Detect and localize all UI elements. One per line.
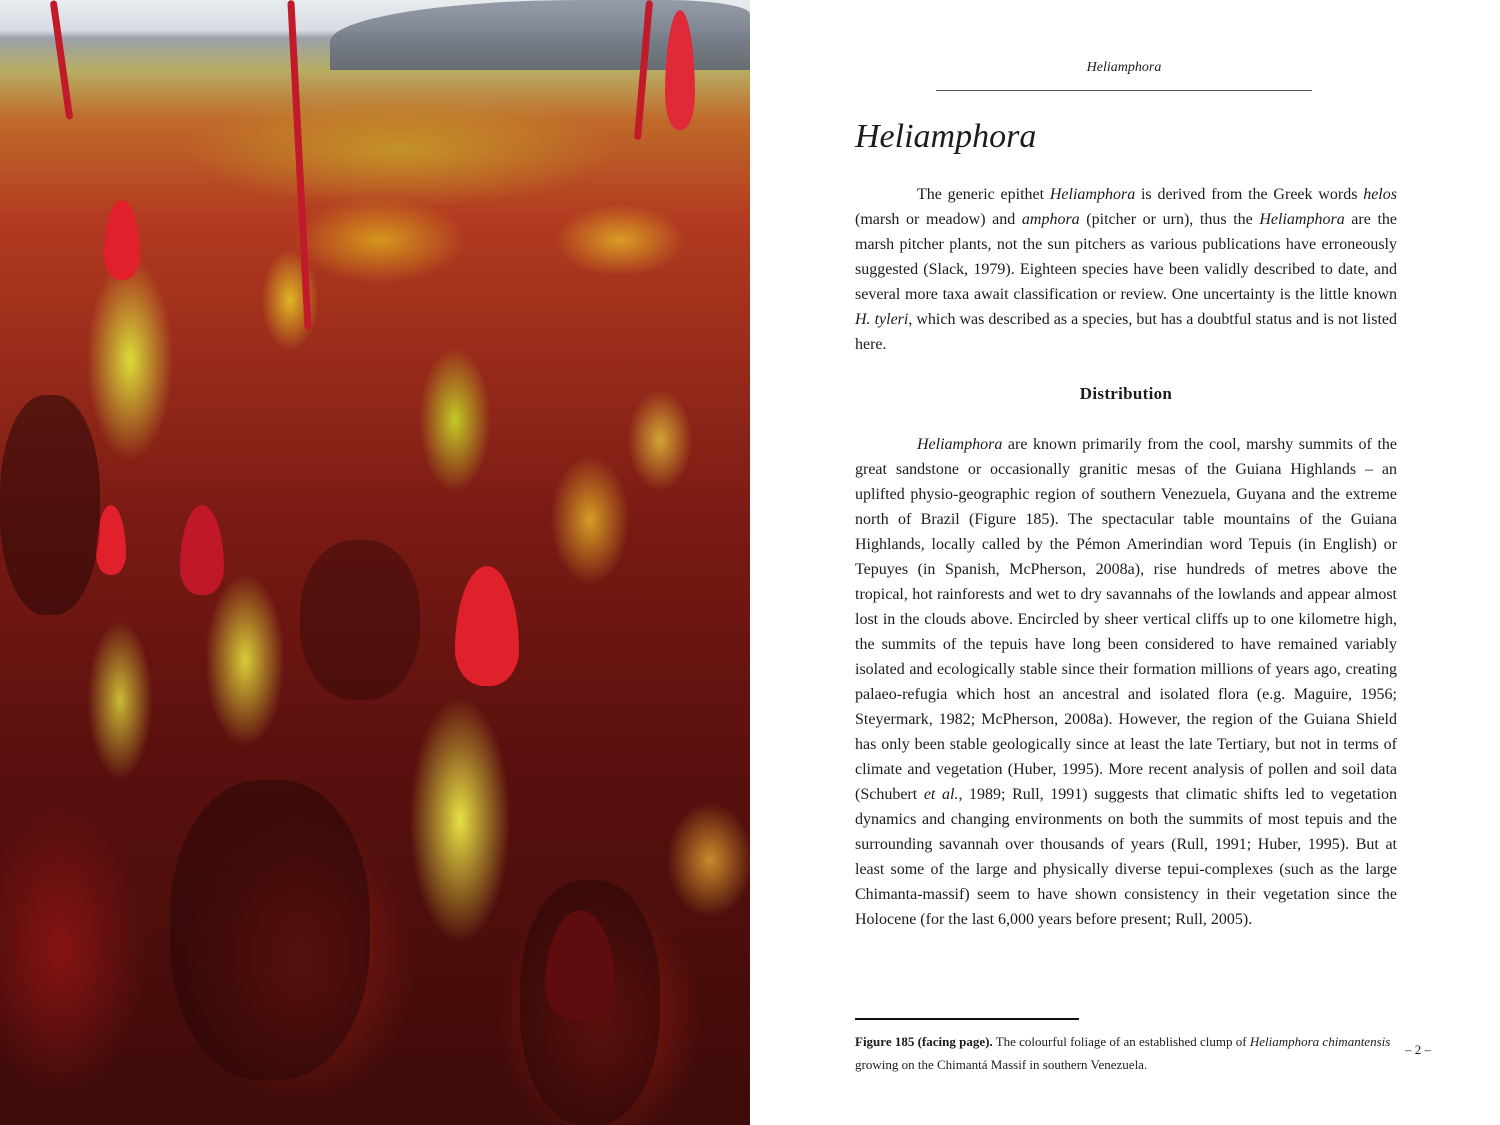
pitcher-shadow — [300, 540, 420, 700]
text-run: The generic epithet — [917, 186, 1050, 203]
text-run: are known primarily from the cool, marshy summits of the great sandstone or occasionally granitic mesas of the Guiana Highlands – an uplifted physio-geographic region of southern Venezuela, Guyana and the extreme north of Brazil (Figure 185). The spectacular table mountains of the Guiana Highlands, locally called by the Pémon Amerindian word Tepuis (in English) or Tepuyes (in Spanish, McPherson, 2008a), rise hundreds of metres above the tropical, hot rainforests and wet to dry savannahs of the lowlands and appear almost lost in the clouds above. Encircled by sheer vertical cliffs up to one kilometre high, the summits of the tepuis have long been considered to have remained variably isolated and ecologically stable since their formation millions of years ago, creating palaeo-refugia which host an ancestral and isolated flora (e.g. Maguire, 1956; Steyermark, 1982; McPherson, 2008a). However, the region of the Guiana Shield has only been stable geologically since at least the late Tertiary, but not in terms of climate and vegetation (Huber, 1995). More recent analysis of pollen and soil data (Schubert — [855, 436, 1397, 803]
pitcher-shadow — [0, 395, 100, 615]
species-name: H. tyleri — [855, 311, 909, 328]
genus-name: Heliamphora — [917, 436, 1003, 453]
text-run: (marsh or meadow) and — [855, 211, 1022, 228]
caption-label: Figure 185 (facing page). — [855, 1034, 993, 1049]
pitcher-lid — [180, 505, 224, 595]
section-heading: Distribution — [1079, 384, 1173, 403]
pitcher-lid — [96, 505, 126, 575]
genus-name: Heliamphora — [1259, 211, 1345, 228]
flower-stalk — [287, 0, 311, 330]
text-page — [750, 0, 1500, 1125]
species-name: Heliamphora chimantensis — [1249, 1034, 1391, 1049]
pitcher-lid — [104, 200, 140, 280]
caption-rule — [855, 1018, 1079, 1020]
text-run: The colourful foliage of an established clump of — [992, 1034, 1250, 1049]
pitcher-shadow — [170, 780, 370, 1080]
figure-caption — [855, 1030, 1400, 1076]
pitcher-lid — [455, 566, 519, 686]
citation-etal: et al. — [923, 786, 959, 803]
text-run: growing on the Chimantá Massif in southern Venezuela. — [855, 1057, 1148, 1072]
text-run: , which was described as a species, but has a doubtful status and is not listed here. — [855, 311, 1397, 353]
flower-stalk — [50, 0, 74, 120]
page-number: – 2 – — [1405, 1042, 1431, 1057]
greek-term: amphora — [1021, 211, 1080, 228]
running-head: Heliamphora — [1086, 60, 1162, 75]
text-run: are the marsh pitcher plants, not the sun pitchers as various publications have erroneously suggested (Slack, 1979). Eighteen species have been validly described to date, and several more taxa await classification or review. One uncertainty is the little known — [855, 211, 1398, 303]
running-head-rule — [936, 90, 1312, 91]
greek-term: helos — [1363, 186, 1397, 203]
text-run: (pitcher or urn), thus the — [1079, 211, 1260, 228]
distribution-paragraph — [855, 432, 1397, 932]
intro-paragraph — [855, 182, 1397, 357]
text-run: , 1989; Rull, 1991) suggests that climatic shifts led to vegetation dynamics and changing environments on both the summits of most tepuis and the surrounding savannah over thousands of years (Rull, 1991; Huber, 1995). But at least some of the large and physically diverse tepui-complexes (such as the large Chimanta-massif) seem to have shown consistency in their vegetation since the Holocene (for the last 6,000 years before present; Rull, 2005). — [855, 786, 1397, 928]
pitcher-shadow — [520, 880, 660, 1125]
text-run: is derived from the Greek words — [1135, 186, 1364, 203]
chapter-title: Heliamphora — [855, 118, 1037, 155]
genus-name: Heliamphora — [1049, 186, 1136, 203]
